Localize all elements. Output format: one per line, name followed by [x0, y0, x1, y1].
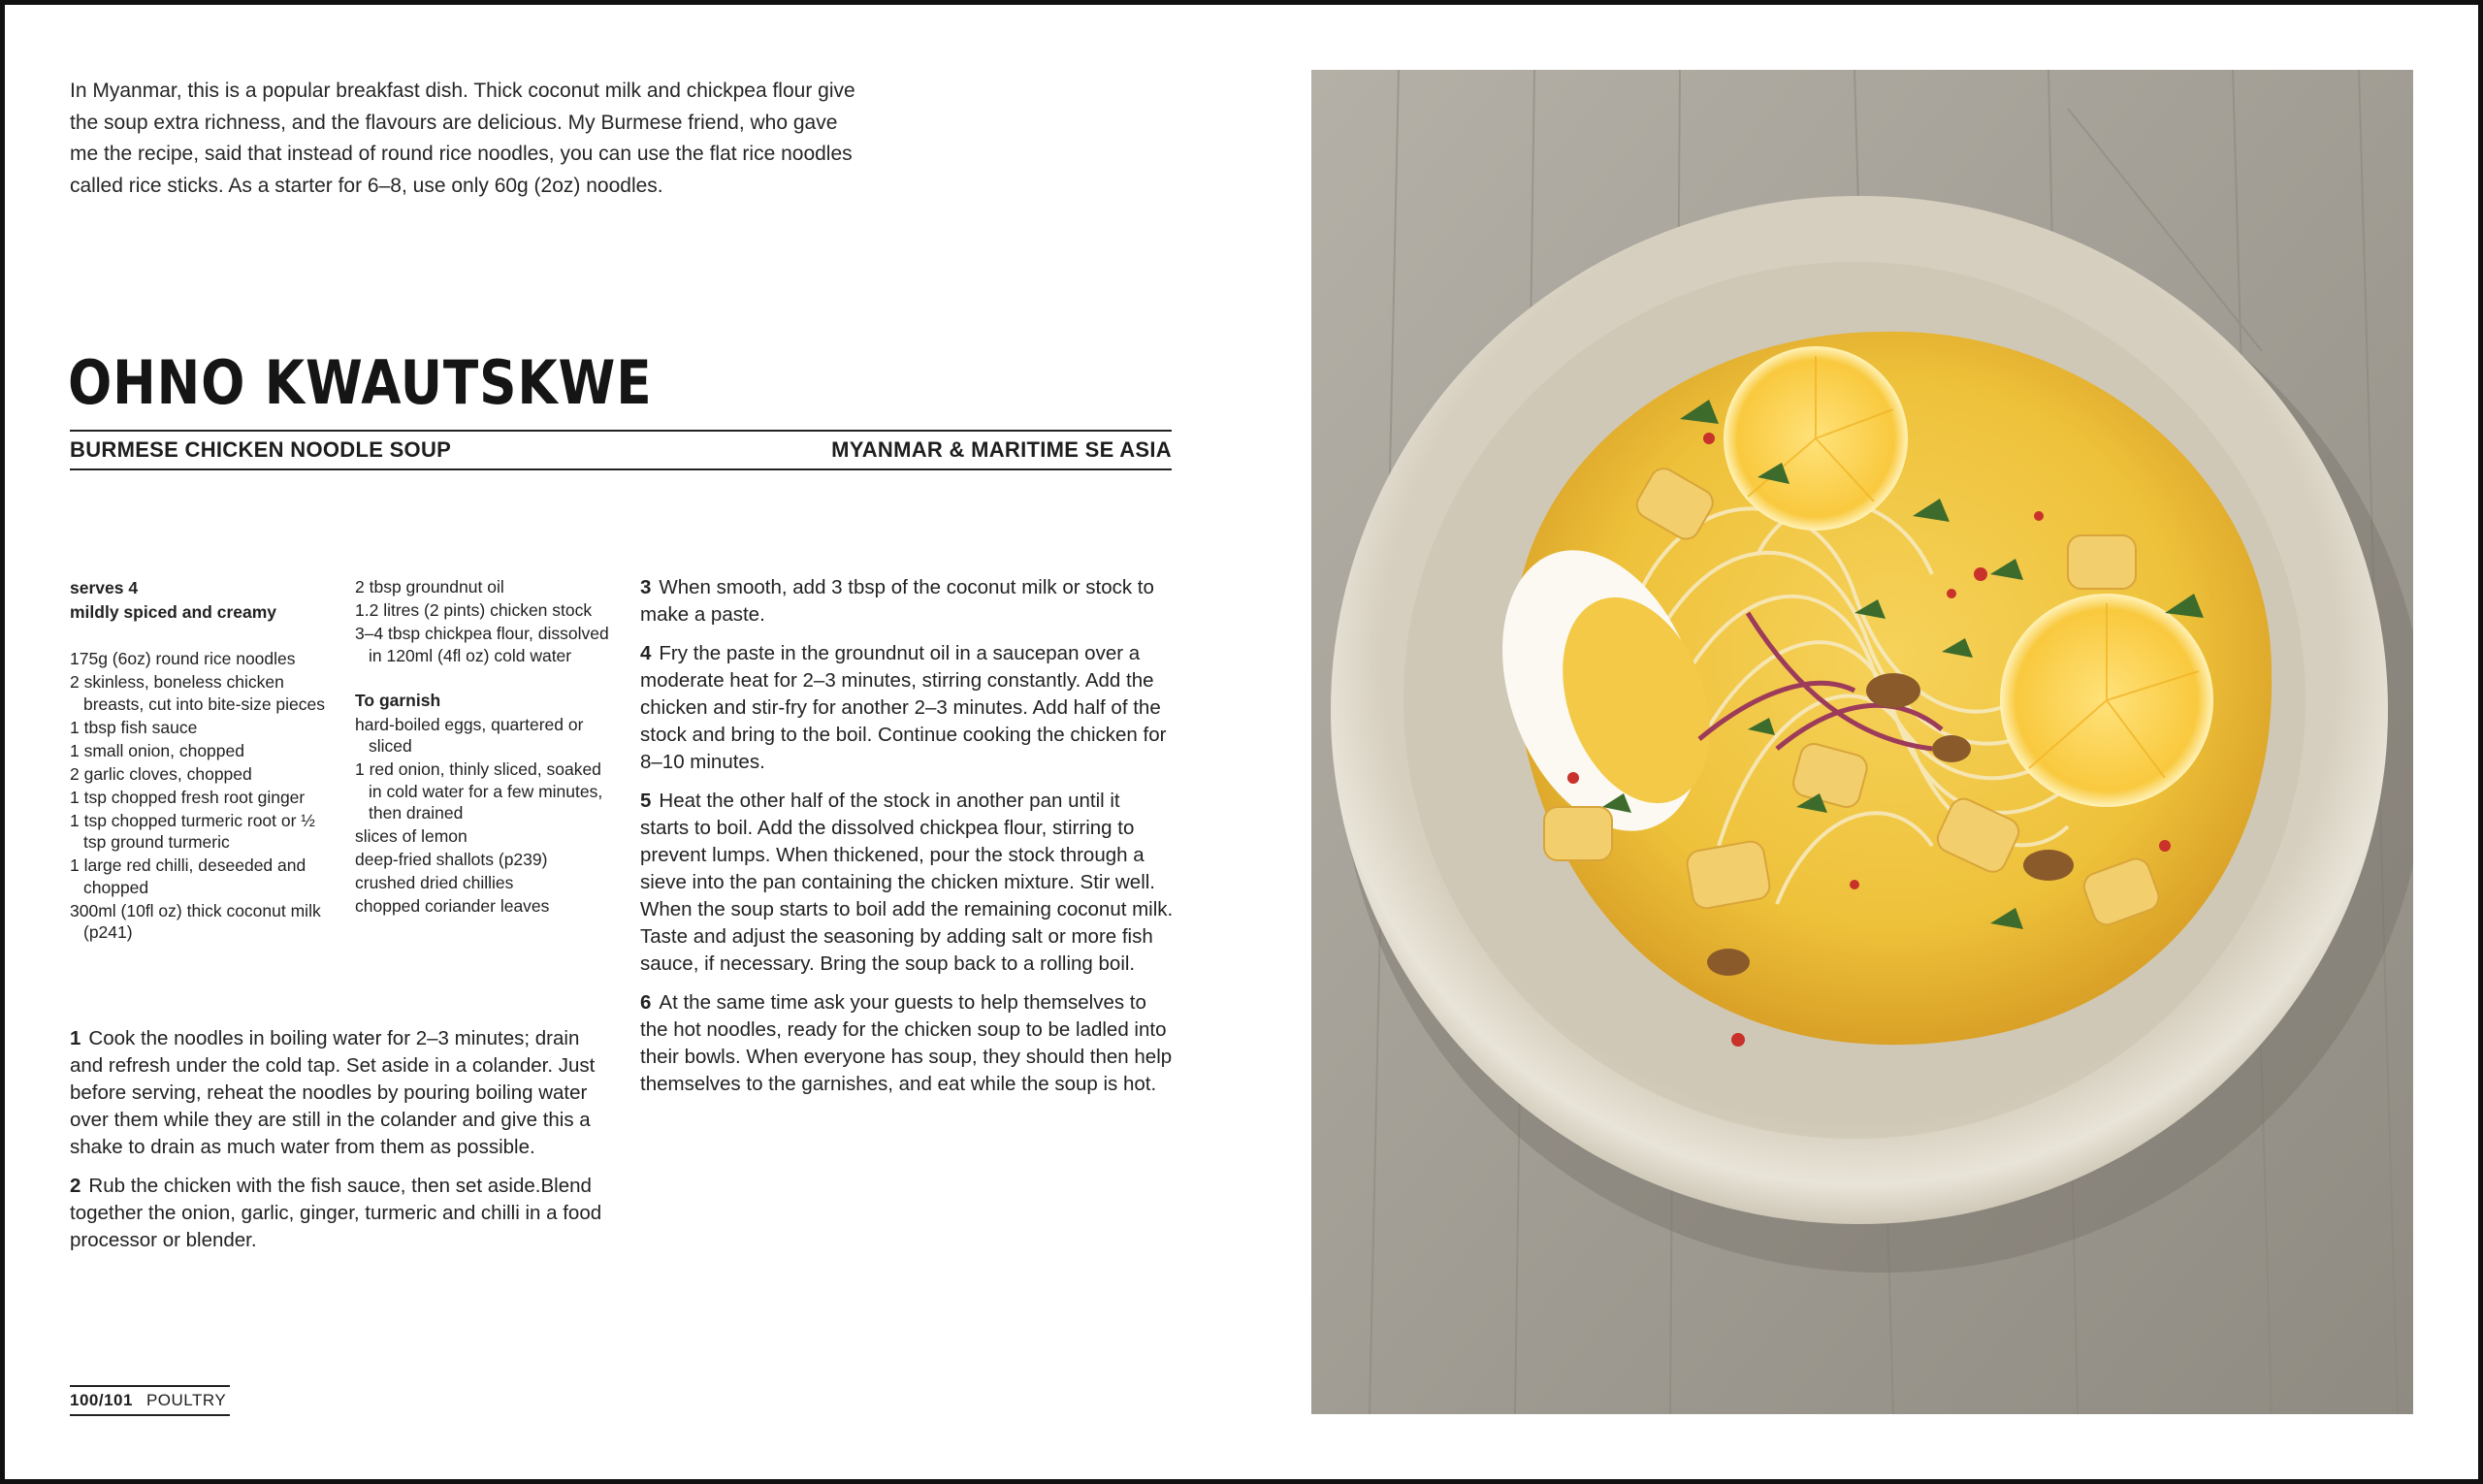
ingredient-item: 2 tbsp groundnut oil: [355, 577, 504, 597]
ingredient-item: 1 tsp chopped turmeric root or ½ tsp ground turmeric: [70, 810, 315, 852]
ingredients-column-1: [70, 576, 341, 945]
step-number: 3: [640, 576, 652, 598]
step-number: 5: [640, 790, 652, 812]
method-step: [640, 640, 1174, 776]
garnish-list: [355, 714, 617, 918]
ingredient-item: 2 garlic cloves, chopped: [70, 763, 252, 784]
soup-photo: [1311, 70, 2413, 1414]
method-steps-left: [70, 1025, 613, 1266]
garnish-item: slices of lemon: [355, 826, 468, 846]
step-text: Rub the chicken with the fish sauce, then set aside.Blend together the onion, garlic, ginger, turmeric and chilli in a food processor or blender.: [70, 1175, 602, 1251]
section-name: POULTRY: [145, 1391, 227, 1409]
ingredient-item: 175g (6oz) round rice noodles: [70, 649, 296, 668]
ingredient-item: 1.2 litres (2 pints) chicken stock: [355, 600, 593, 620]
step-text: Heat the other half of the stock in another pan until it starts to boil. Add the dissolved chickpea flour, stirring to prevent lumps. When thickened, pour the stock through a sieve into the pan containing the chicken mixture. Stir well. When the soup starts to boil add the remaining coconut milk. Taste and adjust the seasoning by adding salt or more fish sauce, if necessary. Bring the soup back to a rolling boil.: [640, 790, 1174, 975]
step-number: 2: [70, 1175, 81, 1197]
step-text: At the same time ask your guests to help themselves to the hot noodles, ready for the chicken soup to be ladled into their bowls. When everyone has soup, they should then help themselves to the garnishes, and eat while the soup is hot.: [640, 991, 1173, 1095]
garnish-item: hard-boiled eggs, quartered or sliced: [355, 714, 584, 756]
serves-label: serves 4: [70, 578, 139, 597]
ingredient-item: 1 tsp chopped fresh root ginger: [70, 787, 306, 807]
ingredients-column-2: [355, 576, 617, 919]
ingredient-item: 1 small onion, chopped: [70, 740, 244, 760]
method-step: [70, 1025, 613, 1161]
subtitle-bar: [70, 430, 1172, 470]
ingredient-item: 1 tbsp fish sauce: [70, 717, 198, 737]
garnish-item: deep-fried shallots (p239): [355, 850, 548, 869]
garnish-item: crushed dried chillies: [355, 873, 514, 892]
spacer: [70, 625, 341, 648]
ingredient-item: 1 large red chilli, deseeded and chopped: [70, 855, 306, 897]
page-footer: [70, 1385, 230, 1416]
step-number: 1: [70, 1027, 81, 1049]
ingredient-item: 2 skinless, boneless chicken breasts, cut into bite-size pieces: [70, 672, 326, 714]
recipe-subtitle: BURMESE CHICKEN NOODLE SOUP: [70, 437, 452, 462]
step-number: 6: [640, 991, 652, 1014]
page-numbers: 100/101: [70, 1391, 133, 1409]
description-label: mildly spiced and creamy: [70, 602, 277, 622]
garnish-heading: To garnish: [355, 691, 441, 710]
recipe-region: MYANMAR & MARITIME SE ASIA: [831, 437, 1172, 462]
step-text: Cook the noodles in boiling water for 2–3 minutes; drain and refresh under the cold tap. Set aside in a colander. Just before serving, reheat the noodles by pouring boiling water over them while they are still in the colander and give this a shake to drain as much water from them as possible.: [70, 1027, 596, 1158]
step-number: 4: [640, 642, 652, 664]
ingredient-list-2: [355, 576, 617, 666]
ingredient-item: 300ml (10fl oz) thick coconut milk (p241): [70, 900, 321, 942]
garnish-item: chopped coriander leaves: [355, 896, 550, 916]
step-text: Fry the paste in the groundnut oil in a saucepan over a moderate heat for 2–3 minutes, stirring constantly. Add the chicken and stir-fry for another 2–3 minutes. Add half of the stock and bring to the boil. Continue cooking the chicken for 8–10 minutes.: [640, 642, 1167, 773]
method-step: [640, 989, 1174, 1098]
garnish-item: 1 red onion, thinly sliced, soaked in cold water for a few minutes, then drained: [355, 759, 603, 823]
method-step: [640, 574, 1174, 629]
ingredient-list-1: [70, 648, 341, 944]
method-step: [640, 788, 1174, 978]
soup-photo-illustration: [1311, 70, 2413, 1414]
recipe-title: OHNO KWAUTSKWE: [68, 347, 653, 418]
method-step: [70, 1173, 613, 1254]
step-text: When smooth, add 3 tbsp of the coconut milk or stock to make a paste.: [640, 576, 1154, 626]
method-steps-right: [640, 574, 1174, 1110]
ingredient-item: 3–4 tbsp chickpea flour, dissolved in 120ml (4fl oz) cold water: [355, 624, 609, 665]
intro-paragraph: In Myanmar, this is a popular breakfast dish. Thick coconut milk and chickpea flour give the soup extra richness, and the flavours are delicious. My Burmese friend, who gave me the recipe, said that instead of round rice noodles, you can use the flat rice noodles called rice sticks. As a starter for 6–8, use only 60g (2oz) noodles.: [70, 80, 855, 197]
